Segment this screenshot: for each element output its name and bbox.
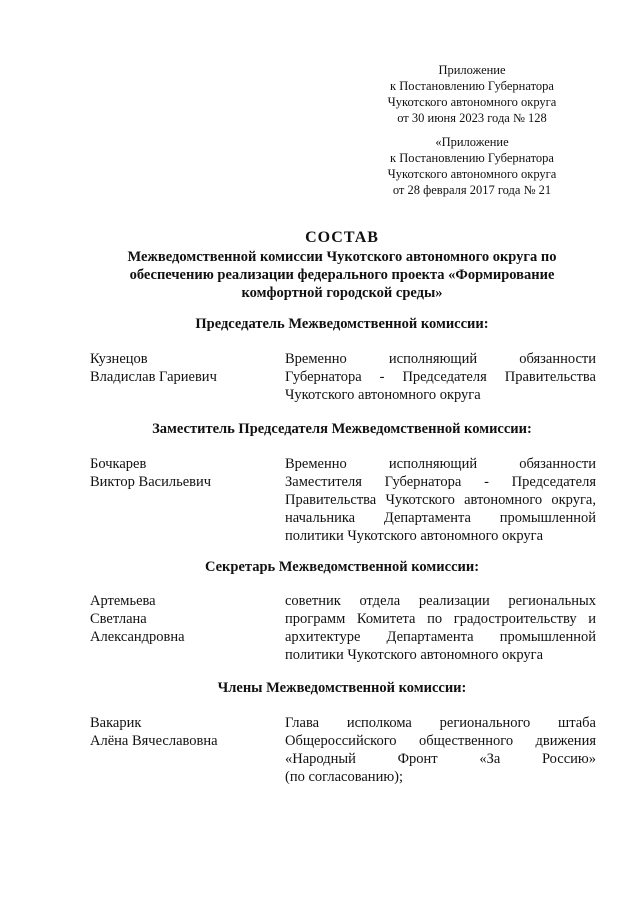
appendix-line: Чукотского автономного округа xyxy=(387,95,557,109)
member-name: Артемьева Светлана Александровна xyxy=(90,593,185,645)
appendix-line: Приложение xyxy=(438,63,506,77)
appendix-current xyxy=(372,62,572,126)
section-heading-deputy: Заместитель Председателя Межведомственной комиссии: xyxy=(152,421,532,437)
section-heading-members: Члены Межведомственной комиссии: xyxy=(217,680,467,696)
appendix-line: от 30 июня 2023 года № 128 xyxy=(397,111,547,125)
appendix-original xyxy=(372,134,572,198)
document-title: СОСТАВ xyxy=(305,229,379,246)
subtitle-line: обеспечению реализации федерального проекта «Формирование xyxy=(129,267,555,283)
section-heading-secretary: Секретарь Межведомственной комиссии: xyxy=(204,559,480,575)
appendix-line: к Постановлению Губернатора xyxy=(390,151,554,165)
appendix-line: Чукотского автономного округа xyxy=(387,167,557,181)
member-name: Бочкарев Виктор Васильевич xyxy=(90,456,212,490)
member-role: Временно исполняющий обязанности Губернатора - Председателя Правительства Чукотского автономного округа xyxy=(285,351,596,403)
member-name: Кузнецов Владислав Гариевич xyxy=(90,351,217,385)
member-role: советник отдела реализации региональных программ Комитета по градостроительству и архитектуре Департамента промышленной политики Чукотского автономного округа xyxy=(285,593,596,663)
document-subtitle xyxy=(80,248,604,302)
member-name: Вакарик Алёна Вячеславовна xyxy=(90,715,218,749)
subtitle-line: комфортной городской среды» xyxy=(241,285,443,301)
appendix-line: к Постановлению Губернатора xyxy=(390,79,554,93)
subtitle-line: Межведомственной комиссии Чукотского автономного округа по xyxy=(127,249,557,265)
appendix-line: от 28 февраля 2017 года № 21 xyxy=(392,183,552,197)
member-role: Временно исполняющий обязанности Заместителя Губернатора - Председателя Правительства Чукотского автономного округа, начальника Департамента промышленной политики Чукотского автономного округа xyxy=(285,456,596,544)
appendix-line: «Приложение xyxy=(435,135,509,149)
member-role: Глава исполкома регионального штаба Общероссийского общественного движения «Народный Фронт «За Россию» (по согласованию); xyxy=(285,715,596,785)
section-heading-chairman: Председатель Межведомственной комиссии: xyxy=(195,316,489,332)
